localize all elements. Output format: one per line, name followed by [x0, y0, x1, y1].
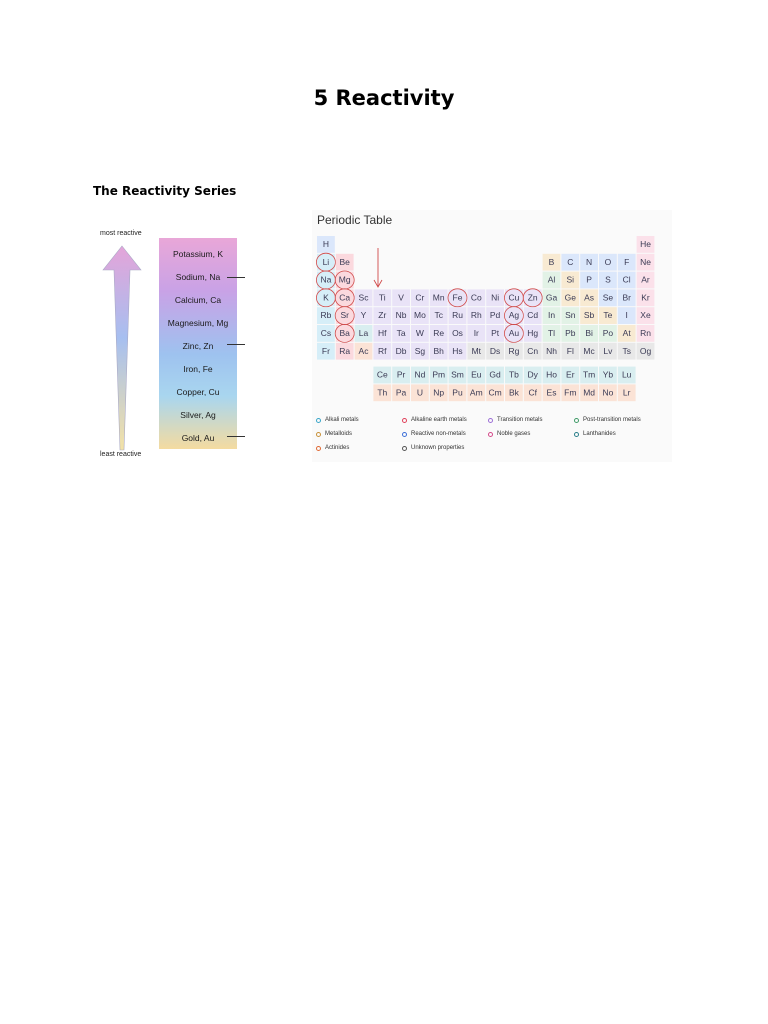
element-cell-fe [448, 289, 467, 307]
element-cell-nd [411, 367, 429, 384]
element-cell-i [618, 307, 636, 324]
element-symbol: At [622, 328, 631, 338]
element-cell-ds [486, 343, 504, 360]
reactivity-arrow-icon [103, 246, 141, 450]
element-symbol: Hs [452, 345, 463, 356]
element-cell-he [637, 236, 655, 253]
metal-item: Calcium, Ca [174, 295, 222, 305]
element-symbol: Db [395, 345, 407, 356]
element-cell-hg [524, 325, 542, 342]
legend-alkaline: Alkaline earth metals [402, 417, 467, 423]
element-symbol: Cd [527, 310, 539, 321]
element-cell-ir [467, 325, 485, 342]
element-cell-pm [430, 367, 448, 384]
element-symbol: P [586, 274, 592, 285]
element-symbol: Ba [339, 328, 350, 338]
element-symbol: Np [433, 387, 445, 398]
element-symbol: Mo [413, 310, 426, 321]
element-symbol: B [548, 256, 555, 267]
element-symbol: Po [602, 328, 614, 338]
element-cell-rn [637, 325, 655, 342]
element-cell-la [355, 325, 373, 342]
element-cell-mn [430, 289, 448, 306]
element-cell-cl [618, 272, 636, 289]
legend-dot-icon [316, 432, 321, 437]
element-cell-rf [373, 343, 391, 360]
element-symbol: H [322, 239, 329, 249]
element-cell-es [543, 384, 561, 401]
periodic-table-grid [312, 210, 672, 410]
element-cell-ce [373, 367, 391, 384]
element-cell-re [430, 325, 448, 342]
element-cell-tc [430, 307, 448, 324]
element-symbol: Al [547, 274, 556, 285]
element-cell-pb [561, 325, 579, 342]
element-cell-ne [637, 254, 655, 271]
periodic-table-title: Periodic Table [317, 213, 393, 227]
element-symbol: Cl [622, 274, 631, 285]
element-symbol: W [415, 328, 424, 338]
element-symbol: Te [603, 310, 613, 321]
element-cell-bi [580, 325, 598, 342]
element-symbol: Hf [378, 328, 387, 338]
element-cell-ho [543, 367, 561, 384]
element-symbol: Mg [338, 274, 351, 285]
element-symbol: Pu [452, 387, 463, 398]
element-cell-cr [411, 289, 429, 306]
element-symbol: Og [639, 345, 652, 356]
element-symbol: Cf [528, 387, 537, 398]
element-cell-rb [317, 307, 335, 324]
element-cell-c [561, 254, 579, 271]
element-cell-ac [355, 343, 373, 360]
element-symbol: Ce [376, 369, 388, 380]
element-symbol: Nd [414, 369, 426, 380]
element-cell-bk [505, 384, 523, 401]
legend-unknown: Unknown properties [402, 445, 464, 451]
element-cell-si [561, 272, 579, 289]
element-symbol: Ge [564, 292, 576, 303]
legend-dot-icon [574, 418, 579, 423]
element-symbol: Ni [491, 292, 500, 303]
legend-metalloid: Metalloids [316, 431, 352, 437]
element-symbol: Bh [433, 345, 444, 356]
element-symbol: K [323, 292, 329, 303]
element-symbol: Ir [473, 328, 479, 338]
element-cell-dy [524, 367, 542, 384]
element-symbol: Xe [640, 310, 651, 321]
element-cell-b [543, 254, 561, 271]
element-symbol: Os [452, 328, 463, 338]
element-symbol: O [604, 256, 612, 267]
element-cell-xe [637, 307, 655, 324]
element-cell-sg [411, 343, 429, 360]
element-cell-f [618, 254, 636, 271]
element-cell-al [543, 272, 561, 289]
element-symbol: F [624, 256, 630, 267]
element-symbol: N [586, 256, 593, 267]
element-cell-no [599, 384, 617, 401]
element-symbol: Ne [640, 256, 651, 267]
legend-dot-icon [488, 432, 493, 437]
element-symbol: Lr [622, 387, 631, 398]
element-symbol: Zn [527, 292, 538, 303]
element-symbol: He [640, 239, 651, 249]
legend-dot-icon [316, 418, 321, 423]
element-symbol: Cm [488, 387, 502, 398]
element-cell-sn [561, 307, 579, 324]
element-cell-po [599, 325, 617, 342]
legend-dot-icon [316, 446, 321, 451]
element-symbol: Md [583, 387, 596, 398]
element-symbol: Dy [527, 369, 538, 380]
element-cell-sr [335, 307, 354, 325]
element-symbol: Es [546, 387, 557, 398]
element-cell-pa [392, 384, 410, 401]
element-symbol: Nh [546, 345, 557, 356]
element-cell-y [355, 307, 373, 324]
element-symbol: Na [320, 274, 332, 285]
element-symbol: Tc [434, 310, 443, 321]
element-symbol: Lu [621, 369, 632, 380]
element-symbol: Ar [641, 274, 650, 285]
element-cell-lu [618, 367, 636, 384]
reactivity-series-figure [95, 226, 247, 464]
element-symbol: Li [322, 256, 330, 267]
element-symbol: Sn [565, 310, 576, 321]
element-cell-p [580, 272, 598, 289]
element-cell-au [504, 324, 523, 342]
element-symbol: Ag [508, 310, 520, 321]
element-cell-te [599, 307, 617, 324]
element-cell-fl [561, 343, 579, 360]
element-cell-ge [561, 289, 579, 306]
element-cell-ti [373, 289, 391, 306]
legend-actinide: Actinides [316, 445, 349, 451]
element-symbol: Fm [564, 387, 577, 398]
element-cell-ga [543, 289, 561, 306]
element-cell-cu [504, 289, 523, 307]
element-symbol: Ti [378, 292, 386, 303]
element-symbol: Se [602, 292, 614, 303]
most-reactive-label: most reactive [100, 230, 142, 237]
element-symbol: Fe [452, 292, 463, 303]
element-symbol: Pb [565, 328, 576, 338]
element-cell-li [316, 253, 335, 271]
element-cell-sb [580, 307, 598, 324]
element-symbol: Ho [546, 369, 557, 380]
element-symbol: Ra [339, 345, 351, 356]
element-symbol: Rb [320, 310, 332, 321]
element-symbol: Bk [508, 387, 519, 398]
element-symbol: As [584, 292, 595, 303]
element-cell-bh [430, 343, 448, 360]
element-symbol: Zr [378, 310, 387, 321]
element-cell-cd [524, 307, 542, 324]
element-symbol: U [416, 387, 423, 398]
element-cell-ba [335, 324, 354, 342]
element-symbol: Mn [432, 292, 445, 303]
element-cell-mo [411, 307, 429, 324]
element-cell-rg [505, 343, 523, 360]
element-symbol: In [547, 310, 556, 321]
element-cell-nb [392, 307, 410, 324]
element-cell-mt [467, 343, 485, 360]
element-symbol: Nb [395, 310, 407, 321]
element-symbol: Ca [339, 292, 351, 303]
element-cell-ts [618, 343, 636, 360]
element-cell-og [637, 343, 655, 360]
element-symbol: Sc [358, 292, 369, 303]
element-cell-cf [524, 384, 542, 401]
element-symbol: Rn [640, 328, 651, 338]
element-symbol: Br [622, 292, 631, 303]
element-cell-ca [335, 289, 354, 307]
metal-item: Iron, Fe [183, 364, 213, 374]
metal-item: Copper, Cu [176, 387, 220, 397]
element-symbol: Si [566, 274, 575, 285]
element-symbol: Sr [340, 310, 349, 321]
element-cell-fr [317, 343, 335, 360]
element-symbol: Mt [471, 345, 482, 356]
element-symbol: Tm [582, 369, 596, 380]
element-cell-lr [618, 384, 636, 401]
element-cell-sc [355, 289, 373, 306]
element-symbol: Cr [415, 292, 425, 303]
element-cell-hf [373, 325, 391, 342]
metal-item: Zinc, Zn [182, 341, 214, 351]
element-symbol: Pt [491, 328, 500, 338]
element-cell-pt [486, 325, 504, 342]
element-symbol: Sg [414, 345, 426, 356]
element-cell-s [599, 272, 617, 289]
periodic-table-figure [312, 210, 672, 462]
element-symbol: Sb [583, 310, 595, 321]
element-symbol: I [625, 310, 628, 321]
element-cell-se [599, 289, 617, 306]
element-symbol: Rg [508, 345, 520, 356]
metal-item: Gold, Au [181, 433, 215, 443]
element-cell-na [316, 271, 335, 289]
element-symbol: Eu [471, 369, 482, 380]
element-symbol: La [358, 328, 369, 338]
legend-dot-icon [402, 418, 407, 423]
element-cell-pr [392, 367, 410, 384]
element-cell-lv [599, 343, 617, 360]
element-symbol: Rh [470, 310, 482, 321]
element-cell-hs [449, 343, 467, 360]
element-cell-eu [467, 367, 485, 384]
element-cell-mc [580, 343, 598, 360]
element-cell-cm [486, 384, 504, 401]
element-cell-n [580, 254, 598, 271]
section-heading: The Reactivity Series [93, 184, 237, 198]
legend-lanthanide: Lanthanides [574, 431, 616, 437]
element-cell-k [316, 289, 335, 307]
least-reactive-label: least reactive [100, 451, 142, 458]
element-symbol: Yb [602, 369, 614, 380]
element-symbol: Gd [489, 369, 501, 380]
legend-transition: Transition metals [488, 417, 542, 423]
element-symbol: Y [360, 310, 367, 321]
element-symbol: Hg [527, 328, 539, 338]
element-cell-co [467, 289, 485, 306]
element-cell-ag [504, 307, 523, 325]
element-symbol: Th [377, 387, 388, 398]
element-symbol: Er [566, 369, 575, 380]
element-cell-th [373, 384, 391, 401]
legend-dot-icon [488, 418, 493, 423]
legend-nonmetal: Reactive non-metals [402, 431, 466, 437]
element-cell-tl [543, 325, 561, 342]
element-symbol: Co [470, 292, 482, 303]
element-cell-tb [505, 367, 523, 384]
element-cell-o [599, 254, 617, 271]
element-cell-u [411, 384, 429, 401]
annotation-tick-line [227, 344, 245, 345]
element-cell-pu [449, 384, 467, 401]
element-cell-v [392, 289, 410, 306]
element-symbol: Mc [583, 345, 595, 356]
element-symbol: Tl [547, 328, 556, 338]
legend-noble: Noble gases [488, 431, 530, 437]
element-cell-tm [580, 367, 598, 384]
element-cell-zr [373, 307, 391, 324]
element-cell-ru [449, 307, 467, 324]
element-cell-fm [561, 384, 579, 401]
element-cell-ni [486, 289, 504, 306]
element-symbol: Fr [321, 345, 330, 356]
element-cell-am [467, 384, 485, 401]
element-symbol: Fl [566, 345, 574, 356]
element-cell-mg [335, 271, 354, 289]
element-cell-w [411, 325, 429, 342]
element-cell-db [392, 343, 410, 360]
element-symbol: Ts [622, 345, 631, 356]
element-symbol: Am [469, 387, 483, 398]
element-cell-ra [336, 343, 354, 360]
element-symbol: Re [433, 328, 445, 338]
element-symbol: Kr [641, 292, 650, 303]
element-cell-zn [523, 289, 542, 307]
element-symbol: Cs [320, 328, 332, 338]
element-cell-cn [524, 343, 542, 360]
metal-item: Silver, Ag [180, 410, 216, 420]
element-symbol: Bi [585, 328, 593, 338]
element-cell-cs [317, 325, 335, 342]
element-symbol: Ru [452, 310, 463, 321]
annotation-tick-line [227, 277, 245, 278]
element-symbol: Be [339, 256, 350, 267]
element-cell-rh [467, 307, 485, 324]
element-symbol: Ta [396, 328, 406, 338]
element-cell-gd [486, 367, 504, 384]
element-symbol: Pd [489, 310, 501, 321]
legend-post-transition: Post-transition metals [574, 417, 641, 423]
annotation-tick-line [227, 436, 245, 437]
element-symbol: Pa [395, 387, 407, 398]
element-cell-ta [392, 325, 410, 342]
metal-item: Potassium, K [172, 249, 224, 259]
element-cell-h [317, 236, 335, 253]
legend-alkali: Alkali metals [316, 417, 359, 423]
element-symbol: Lv [603, 345, 613, 356]
element-cell-in [543, 307, 561, 324]
element-cell-be [336, 254, 354, 271]
element-symbol: Au [508, 328, 520, 338]
metal-item: Sodium, Na [175, 272, 221, 282]
metal-item: Magnesium, Mg [167, 318, 229, 328]
legend-dot-icon [574, 432, 579, 437]
element-cell-at [618, 325, 636, 342]
element-symbol: Ds [489, 345, 501, 356]
element-cell-ar [637, 272, 655, 289]
element-cell-kr [637, 289, 655, 306]
element-symbol: V [398, 292, 404, 303]
element-cell-sm [449, 367, 467, 384]
element-symbol: S [605, 274, 611, 285]
element-cell-np [430, 384, 448, 401]
element-cell-pd [486, 307, 504, 324]
element-symbol: Ac [358, 345, 369, 356]
legend-dot-icon [402, 446, 407, 451]
element-cell-as [580, 289, 598, 306]
element-symbol: Pm [432, 369, 446, 380]
page-title: 5 Reactivity [313, 86, 455, 110]
element-symbol: Cn [527, 345, 539, 356]
element-symbol: C [567, 256, 574, 267]
element-symbol: Rf [378, 345, 387, 356]
element-symbol: No [602, 387, 614, 398]
element-symbol: Tb [508, 369, 519, 380]
element-symbol: Pr [396, 369, 406, 380]
element-cell-er [561, 367, 579, 384]
element-cell-br [618, 289, 636, 306]
element-cell-os [449, 325, 467, 342]
element-cell-md [580, 384, 598, 401]
element-symbol: Cu [508, 292, 520, 303]
legend-dot-icon [402, 432, 407, 437]
element-cell-yb [599, 367, 617, 384]
element-symbol: Sm [451, 369, 464, 380]
element-symbol: Ga [545, 292, 558, 303]
element-cell-nh [543, 343, 561, 360]
